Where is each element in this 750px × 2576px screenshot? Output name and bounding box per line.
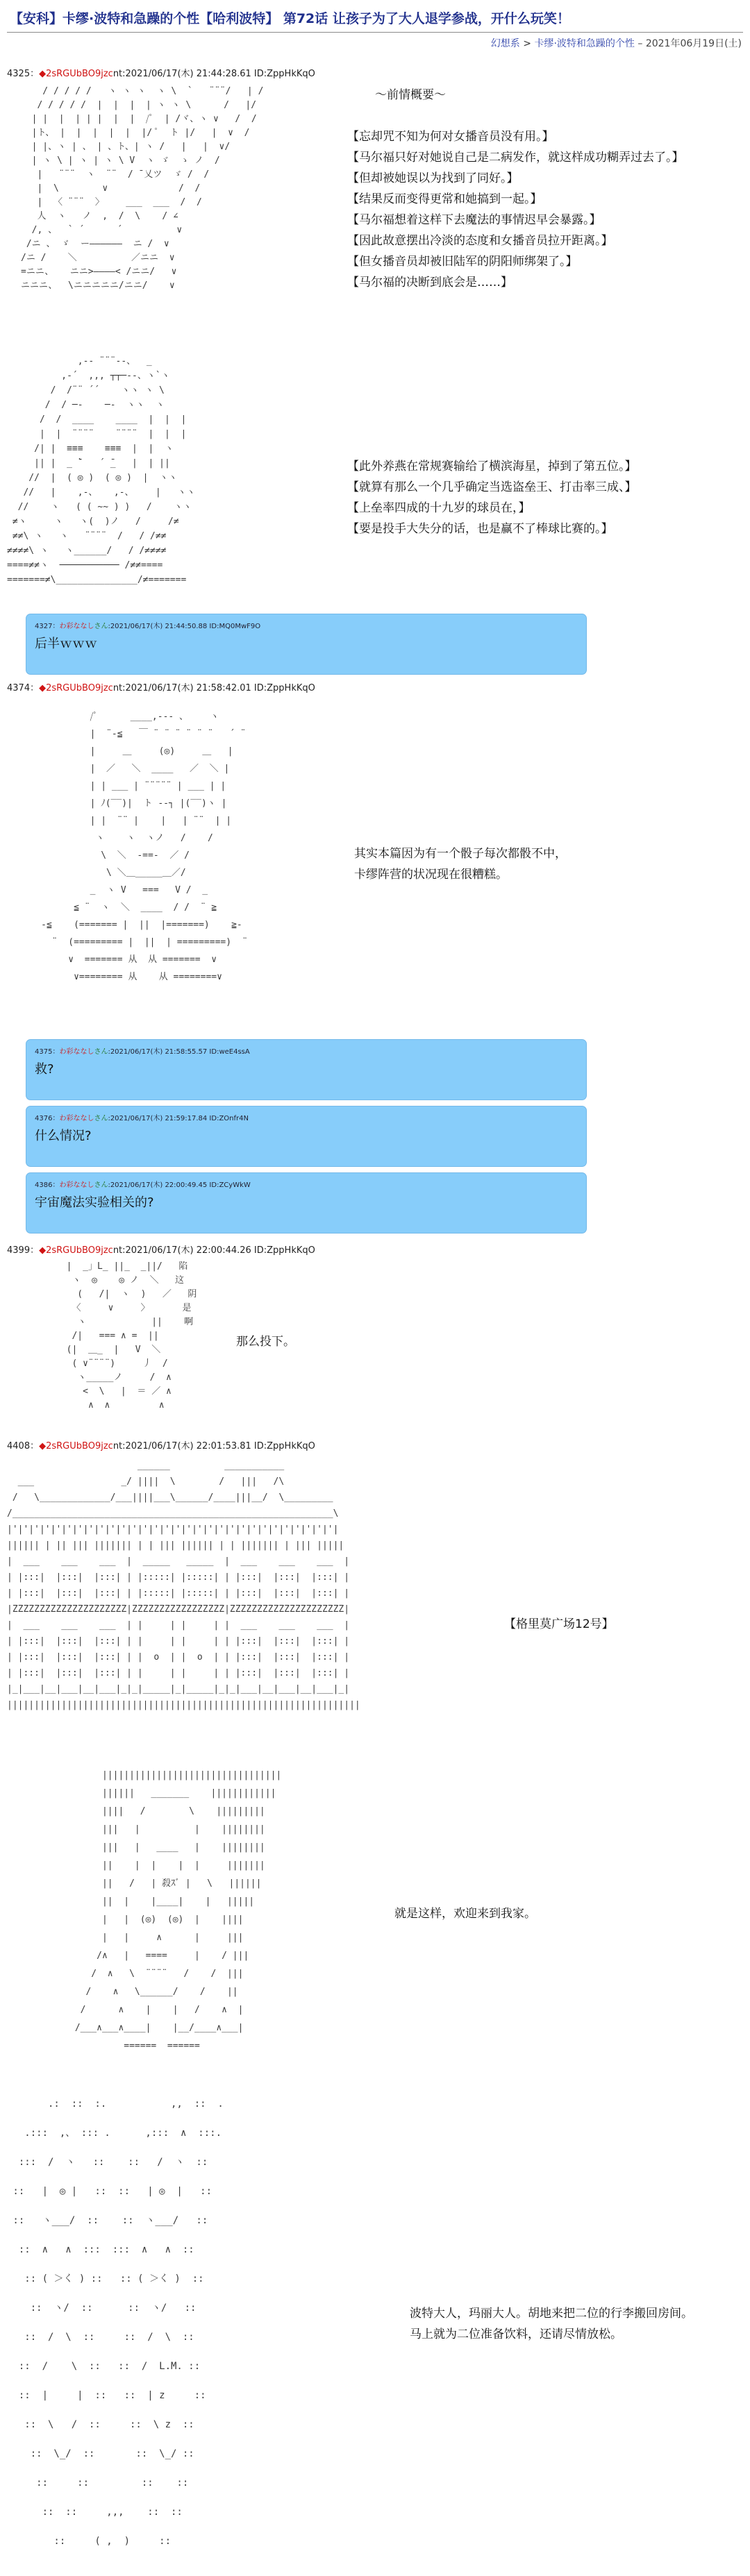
page-title: 【安科】卡缪·波特和急躁的个性【哈利波特】 第72话 让孩子为了大人退学参战，开什么玩笑！ — [10, 11, 570, 26]
reply-author: わ彩ななし — [59, 1048, 94, 1056]
post-meta: nt:2021/06/17(木) 22:00:44.26 ID:ZppHkKqO — [112, 1245, 315, 1256]
reply-author-suffix: さん — [94, 623, 108, 630]
reply-meta: :2021/06/17(木) 21:59:17.84 ID:ZOnfr4N — [108, 1115, 249, 1122]
narration-line: 马上就为二位准备饮料，还请尽情放松。 — [410, 2327, 622, 2341]
breadcrumb-site-link[interactable]: 幻想系 — [490, 38, 520, 49]
reply-box — [26, 614, 587, 675]
breadcrumb-date-prefix: – — [634, 38, 646, 49]
breadcrumb-thread-link[interactable]: 卡缪·波特和急躁的个性 — [534, 38, 635, 49]
narration-line: 【马尔福想着这样下去魔法的事情迟早会暴露。】 — [347, 213, 601, 227]
reply-body: 后半ｗｗｗ — [35, 637, 97, 651]
narration-line: 【就算有那么一个几乎确定当选盗垒王、打击率三成、】 — [347, 480, 637, 494]
post-header: 4399：◆2sRGUbBO9jzcnt:2021/06/17(木) 22:00:44.26 ID:ZppHkKqO — [7, 1245, 315, 1256]
narration-block-6 — [394, 1903, 536, 1924]
reply-author-suffix: さん — [94, 1048, 108, 1056]
author-name: ◆2sRGUbBO9jzc — [39, 1441, 113, 1451]
narration-line — [347, 106, 684, 126]
narration-line: 其实本篇因为有一个骰子每次都骰不中， — [354, 847, 567, 861]
reply-number[interactable]: 4386 — [35, 1181, 53, 1189]
reply-body: 什么情况? — [35, 1129, 92, 1143]
post-number[interactable]: 4374 — [7, 683, 31, 693]
reply-header: 4386：わ彩ななしさん:2021/06/17(木) 22:00:49.45 ID:ZCyWkW — [35, 1181, 251, 1189]
post-number[interactable]: 4399 — [7, 1245, 31, 1256]
breadcrumb — [491, 36, 742, 50]
ascii-art-character-5: ||||||||||||||||||||||||||||||||| |||||| _______ |||||||||||| |||| / \ ||||||||| ||| | | |||||||| ||| | ____ | |||||||| || | | | | ||||||| || / | 殺ｽﾞ | \ |||||| || | |____| | ||||| | | (◎) (◎) | |||| | | ∧ | ||| /∧ | ==== | / ||| / ∧ \ ¨¨¨¨ / / ||| / ∧ \______/ / || / ∧ | | / ∧ | /___∧___∧____| |__/____∧___| ====== ====== — [74, 1770, 282, 2051]
narration-line: 【忘却咒不知为何对女播音员没有用。】 — [347, 130, 554, 144]
reply-header: 4327：わ彩ななしさん:2021/06/17(木) 21:44:50.88 ID:MQ0MwF9O — [35, 623, 261, 630]
post-header: 4408：◆2sRGUbBO9jzcnt:2021/06/17(木) 22:01:53.81 ID:ZppHkKqO — [7, 1441, 315, 1451]
reply-box — [26, 1106, 587, 1167]
reply-author-suffix: さん — [94, 1181, 108, 1189]
author-name: ◆2sRGUbBO9jzc — [39, 69, 113, 79]
reply-meta: :2021/06/17(木) 21:58:55.57 ID:weE4ssA — [108, 1048, 250, 1056]
breadcrumb-date: 2021年06月19日(土) — [645, 38, 742, 49]
ascii-art-character-1: / / / / / ヽ ヽ ヽ ヽ \ ` ¨¨¨/ | / / / / / / | | | | ヽ ヽ \ / |/ | | | | | | | | /ﾟ | /ヾ、ヽ ∨ / / |ト、 | | | | | |/ ﾟ ト |/ | ∨ / | |、ヽ | 、 | 、ト、| ヽ / | | ∨/ | ヽ \ | ヽ | ヽ \ V ヽ ゞ ゝ ノ / | ¨¨¨ ヽ ¨¨ / ̄ 乂ツ ゞ / / | \ ∨ / / | 〈 ¨¨¨ 〉 ___ ___ / / 人 ヽ ノ , / \ / ∠ /, 、 ` ´ ´ ∨ /ニ 、 ゞ ー―――――― ニ / ∨ /ニ / ＼ ／ニニ ∨ =ニニ、 ニニ>――――< /ニニ/ ∨ ニニニ、 \ニニニニニ/ニニ/ ∨ — [21, 86, 264, 291]
narration-line: 【马尔福只好对她说自己是二病发作，就这样成功糊弄过去了。】 — [347, 151, 684, 165]
narration-line: 【但女播音员却被旧陆军的阴阳师绑架了。】 — [347, 255, 578, 269]
narration-line: 【但却被她误以为找到了同好。】 — [347, 171, 519, 185]
narration-block-2 — [347, 456, 637, 539]
narration-line: 【此外养燕在常规赛输给了横滨海星，掉到了第五位。】 — [347, 460, 637, 473]
reply-number[interactable]: 4375 — [35, 1048, 53, 1056]
narration-line: 就是这样，欢迎来到我家。 — [394, 1907, 536, 1921]
post-meta: nt:2021/06/17(木) 21:44:28.61 ID:ZppHkKqO — [112, 69, 315, 79]
narration-block-5 — [504, 1614, 614, 1635]
narration-line: ～前情概要～ — [375, 88, 446, 102]
reply-number[interactable]: 4327 — [35, 623, 53, 630]
narration-line: 那么投下。 — [236, 1335, 295, 1349]
reply-box — [26, 1172, 587, 1234]
reply-box — [26, 1039, 587, 1100]
narration-block-3 — [354, 843, 567, 885]
ascii-art-building: ______ ___________ ___ _/ |||| \ / ||| /\ / \_____________/___||||___\______/____|||__/ \_________ /___________________________________________________________\ |'|'|'|'|'|'|'|'|'|'|'|'|'|'|'|'|'|'|'|'|'|'|'|'|'|'|'|'|'|'| |||||| | || ||| ||||||| | | ||| |||||| | | ||||||| | ||| ||||| | ___ ___ ___ | _____ _____ | ___ ___ ___ | | |:::| |:::| |:::| | |:::::| |:::::| | |:::| |:::| |:::| | | |:::| |:::| |:::| | |:::::| |:::::| | |:::| |:::| |:::| | |ZZZZZZZZZZZZZZZZZZZZZ|ZZZZZZZZZZZZZZZZZ|ZZZZZZZZZZZZZZZZZZZZZ| | ___ ___ ___ | | | | | | ___ ___ ___ | | |:::| |:::| |:::| | | | | | | |:::| |:::| |:::| | | |:::| |:::| |:::| | | o | | o | | |:::| |:::| |:::| | | |:::| |:::| |:::| | | | | | | |:::| |:::| |:::| | |_|___|__|___|__|___|_|_|_____|_|_____|_|_|___|__|___|__|___|_| ||||||||||||||||||||||||||||||||||||||||||||||||||||||||||||||||| — [7, 1460, 360, 1710]
narration-line: 【上垒率四成的十九岁的球员在，】 — [347, 501, 531, 515]
reply-body: 宇宙魔法实验相关的? — [35, 1195, 154, 1210]
post-meta: nt:2021/06/17(木) 22:01:53.81 ID:ZppHkKqO — [112, 1441, 315, 1451]
narration-block-1 — [347, 85, 684, 293]
post-header: 4374：◆2sRGUbBO9jzcnt:2021/06/17(木) 21:58:42.01 ID:ZppHkKqO — [7, 683, 315, 693]
author-name: ◆2sRGUbBO9jzc — [39, 683, 113, 693]
ascii-art-character-4: | _」L_ ||_ _||/ 陷 ヽ ◎ ◎ ノ ＼ 这 ( /| ヽ ) ／ 阴 〈 ∨ 〉 是 ヽ || 啊 /| === ∧ = || (| ＿_ | V ＼ ( ∨¨¨¨¨) 丿 / ヽ_____ノ / ∧ < \ | ＝ ／ ∧ ∧ ∧ ∧ — [66, 1261, 197, 1411]
title-divider — [7, 32, 743, 33]
reply-body: 救? — [35, 1062, 54, 1077]
reply-number[interactable]: 4376 — [35, 1115, 53, 1122]
reply-header: 4376：わ彩ななしさん:2021/06/17(木) 21:59:17.84 ID:ZOnfr4N — [35, 1115, 249, 1122]
narration-line: 卡缪阵营的状况现在很糟糕。 — [354, 868, 508, 882]
narration-block-4 — [236, 1331, 295, 1352]
ascii-art-character-2: ,-‐ ¨¨¨‐-、 _ ,-´ ,,, ┬┬─‐-、ヽ`ヽ / /¨¨ ´´ ヽヽ ヽ \ / / ─‐ ─‐ ヽヽ ヽ / / ____ ____ | | | | | ¨¨¨¨ ¨¨¨¨ | | | /| | ≡≡≡ ≡≡≡ | | ヽ || | _ ̄` ´ ̄_ | | || // | ( ◎ ) ( ◎ ) | ヽヽ // | ,-、 ,-、 | ヽヽ // ヽ ( ( ~~ ) ) / ヽヽ ≠ヽ ヽ ヽ( )ノ / /≠ ≠≠\ ヽ ヽ ¨¨¨¨ / / /≠≠ ≠≠≠≠\ ヽ ヽ______/ / /≠≠≠≠ ====≠≠ヽ ─────────── /≠≠==== =======≠\_______________/≠======= — [7, 356, 196, 585]
narration-line: 【马尔福的决断到底会是……】 — [347, 276, 512, 289]
narration-line: 【因此故意摆出冷淡的态度和女播音员拉开距离。】 — [347, 234, 613, 248]
ascii-art-character-3: /ﾟ ____,--- 、 ヽ | ¨‐≦ ￣ ¨ ¨ ¨ ¨ ¨ ¨ ´ ¨ | ＿ (◎) ＿ | | ／ ＼ ____ ／ ＼ | | | ___ | ¨¨¨¨¨ | ___ | | | ﾉ(‾‾)| ト ‐‐┐ |(‾‾)ヽ | | | ¨¨ | | | ¨¨ | | ヽ ヽ ヽノ / / \ ＼ ‐==‐ ／ / \ ＼＿_____＿／/ _ ヽ V === V / _ ≦ ¨ ヽ ＼ ____ / / ¨ ≧ -≦ (======= | || |=======) ≧- ¨ (========= | || | =========) ¨ ∨ ======= 从 从 ======= ∨ ∨======== 从 从 ========∨ — [41, 712, 248, 982]
breadcrumb-separator: > — [519, 38, 535, 49]
post-number[interactable]: 4325 — [7, 69, 31, 79]
ascii-art-creatures: .: :: :. ,, :: . .::: ,、 ::: . ,::: ∧ :::. ::: / ヽ :: :: / ヽ :: :: | ◎ | :: :: | ◎ | :: :: ヽ___/ :: :: ヽ___/ :: :: ∧ ∧ ::: ::: ∧ ∧ :: :: ( ＞く ) :: :: ( ＞く ) :: :: ヽ/ :: :: ヽ/ :: :: / \ :: :: / \ :: :: / \ :: :: / L.M. :: :: | | :: :: | z :: :: \ / :: :: \ z :: :: \_/ :: :: \_/ :: :: :: :: :: :: :: ,,, :: :: :: ( , ) :: — [12, 2098, 224, 2547]
author-name: ◆2sRGUbBO9jzc — [39, 1245, 113, 1256]
narration-line: 【结果反而变得更常和她搞到一起。】 — [347, 192, 542, 206]
narration-block-7 — [410, 2303, 693, 2345]
reply-author: わ彩ななし — [59, 1181, 94, 1189]
reply-meta: :2021/06/17(木) 22:00:49.45 ID:ZCyWkW — [108, 1181, 251, 1189]
post-number[interactable]: 4408 — [7, 1441, 31, 1451]
reply-author-suffix: さん — [94, 1115, 108, 1122]
reply-meta: :2021/06/17(木) 21:44:50.88 ID:MQ0MwF9O — [108, 623, 261, 630]
post-header: 4325：◆2sRGUbBO9jzcnt:2021/06/17(木) 21:44:28.61 ID:ZppHkKqO — [7, 69, 315, 79]
reply-author: わ彩ななし — [59, 1115, 94, 1122]
reply-header: 4375：わ彩ななしさん:2021/06/17(木) 21:58:55.57 ID:weE4ssA — [35, 1048, 250, 1056]
narration-line: 【要是投手大失分的话，也是赢不了棒球比赛的。】 — [347, 522, 613, 536]
narration-line: 【格里莫广场12号】 — [504, 1617, 614, 1631]
post-meta: nt:2021/06/17(木) 21:58:42.01 ID:ZppHkKqO — [112, 683, 315, 693]
reply-author: わ彩ななし — [59, 623, 94, 630]
narration-line: 波特大人，玛丽大人。胡地来把二位的行李搬回房间。 — [410, 2307, 693, 2321]
